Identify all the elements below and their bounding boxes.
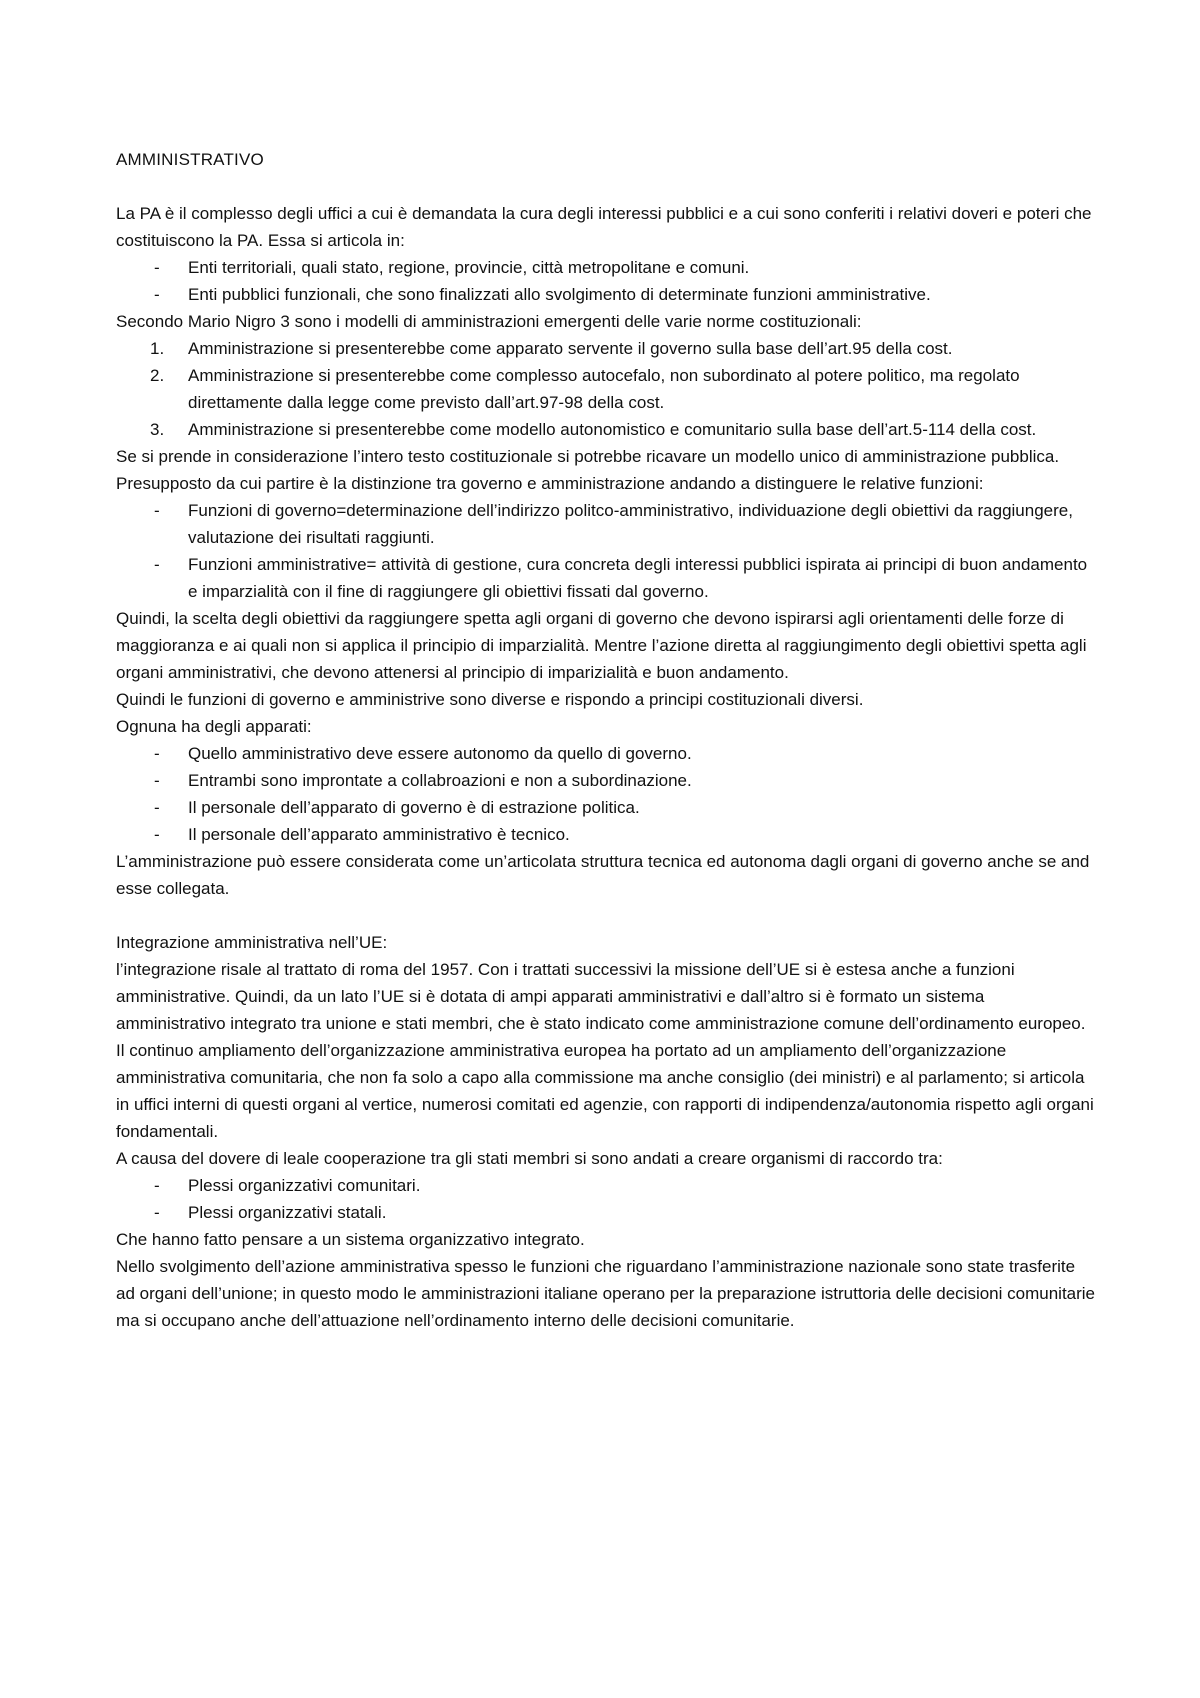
numbered-list-models xyxy=(116,335,1096,443)
paragraph-trattato: l’integrazione risale al trattato di roma del 1957. Con i trattati successivi la missione dell’UE si è estesa anche a funzioni amministrative. Quindi, da un lato l’UE si è dotata di ampi apparati amministrativi e dall’altro si è formato un sistema amministrativo integrato tra unione e stati membri, che è stato indicato come amministrazione comune dell’ordinamento europeo. Il continuo ampliamento dell’organizzazione amministrativa europea ha portato ad un ampliamento dell’organizzazione amministrativa comunitaria, che non fa solo a capo alla commissione ma anche consiglio (dei ministri) e al parlamento; si articola in uffici interni di questi organi al vertice, numerosi comitati ed agenzie, con rapporti di indipendenza/autonomia rispetto agli organi fondamentali. xyxy=(116,960,1094,1141)
list-item-text: Il personale dell’apparato amministrativo è tecnico. xyxy=(188,825,570,844)
list-item xyxy=(116,254,1096,281)
list-item xyxy=(116,740,1096,767)
bullet-marker: - xyxy=(154,555,160,574)
bullet-marker: - xyxy=(154,825,160,844)
bullet-marker: - xyxy=(154,1203,160,1222)
list-item-text: Plessi organizzativi statali. xyxy=(188,1203,387,1222)
document-title: AMMINISTRATIVO xyxy=(116,150,264,169)
bullet-marker: - xyxy=(154,744,160,763)
bullet-list-enti xyxy=(116,254,1096,308)
list-item xyxy=(116,497,1096,551)
bullet-marker: - xyxy=(154,798,160,817)
paragraph-pa-definition: La PA è il complesso degli uffici a cui è demandata la cura degli interessi pubblici e a cui sono conferiti i relativi doveri e poteri che costituiscono la PA. Essa si articola in: xyxy=(116,204,1092,250)
bullet-marker: - xyxy=(154,258,160,277)
bullet-list-apparati xyxy=(116,740,1096,848)
list-item-text: Funzioni amministrative= attività di gestione, cura concreta degli interessi pubblici ispirata ai principi di buon andamento e imparzialità con il fine di raggiungere gli obiettivi fissati dal governo. xyxy=(188,555,1088,601)
bullet-marker: - xyxy=(154,1176,160,1195)
document-page xyxy=(116,146,1096,1334)
paragraph-struttura: L’amministrazione può essere considerata come un’articolata struttura tecnica ed autonoma dagli organi di governo anche se and esse collegata. xyxy=(116,852,1090,898)
paragraph-nigro: Secondo Mario Nigro 3 sono i modelli di amministrazioni emergenti delle varie norme costituzionali: xyxy=(116,312,862,331)
list-item-text: Amministrazione si presenterebbe come apparato servente il governo sulla base dell’art.95 della cost. xyxy=(188,339,953,358)
list-item xyxy=(116,821,1096,848)
blank-line xyxy=(116,902,1096,929)
list-item xyxy=(116,794,1096,821)
list-item xyxy=(116,1199,1096,1226)
list-item xyxy=(116,281,1096,308)
list-number: 2. xyxy=(150,366,165,385)
section-heading-ue: Integrazione amministrativa nell’UE: xyxy=(116,933,388,952)
list-number: 3. xyxy=(150,420,165,439)
list-item-text: Funzioni di governo=determinazione dell’indirizzo politco-amministrativo, individuazione degli obiettivi da raggiungere, valutazione dei risultati raggiunti. xyxy=(188,501,1073,547)
list-item xyxy=(116,767,1096,794)
list-item xyxy=(116,1172,1096,1199)
bullet-list-functions xyxy=(116,497,1096,605)
list-item-text: Quello amministrativo deve essere autonomo da quello di governo. xyxy=(188,744,692,763)
list-item-text: Amministrazione si presenterebbe come modello autonomistico e comunitario sulla base dell’art.5-114 della cost. xyxy=(188,420,1037,439)
list-item xyxy=(116,551,1096,605)
list-item-text: Entrambi sono improntate a collabroazioni e non a subordinazione. xyxy=(188,771,692,790)
list-item xyxy=(116,362,1096,416)
list-item-text: Il personale dell’apparato di governo è di estrazione politica. xyxy=(188,798,640,817)
paragraph-ognuna: Ognuna ha degli apparati: xyxy=(116,717,312,736)
list-item-text: Plessi organizzativi comunitari. xyxy=(188,1176,421,1195)
list-item xyxy=(116,416,1096,443)
paragraph-quindi-funzioni: Quindi le funzioni di governo e amministrive sono diverse e rispondo a principi costituzionali diversi. xyxy=(116,690,864,709)
paragraph-quindi-scelta: Quindi, la scelta degli obiettivi da raggiungere spetta agli organi di governo che devono ispirarsi agli orientamenti delle forze di maggioranza e ai quali non si applica il principio di imparzialità. Mentre l’azione diretta al raggiungimento degli obiettivi spetta agli organi amministrativi, che devono attenersi al principio di imparizialità e buon andamento. xyxy=(116,609,1087,682)
bullet-marker: - xyxy=(154,501,160,520)
paragraph-svolgimento: Nello svolgimento dell’azione amministrativa spesso le funzioni che riguardano l’amministrazione nazionale sono state trasferite ad organi dell’unione; in questo modo le amministrazioni italiane operano per la preparazione istruttoria delle decisioni comunitarie ma si occupano anche dell’attuazione nell’ordinamento interno delle decisioni comunitarie. xyxy=(116,1257,1096,1330)
list-item xyxy=(116,335,1096,362)
paragraph-unique-model: Se si prende in considerazione l’intero testo costituzionale si potrebbe ricavare un modello unico di amministrazione pubblica. xyxy=(116,447,1060,466)
paragraph-che-hanno: Che hanno fatto pensare a un sistema organizzativo integrato. xyxy=(116,1230,585,1249)
list-item-text: Enti territoriali, quali stato, regione, provincie, città metropolitane e comuni. xyxy=(188,258,750,277)
list-number: 1. xyxy=(150,339,165,358)
bullet-marker: - xyxy=(154,285,160,304)
list-item-text: Amministrazione si presenterebbe come complesso autocefalo, non subordinato al potere politico, ma regolato direttamente dalla legge come previsto dall’art.97-98 della cost. xyxy=(188,366,1020,412)
bullet-list-plessi xyxy=(116,1172,1096,1226)
bullet-marker: - xyxy=(154,771,160,790)
paragraph-causa: A causa del dovere di leale cooperazione tra gli stati membri si sono andati a creare organismi di raccordo tra: xyxy=(116,1149,943,1168)
list-item-text: Enti pubblici funzionali, che sono finalizzati allo svolgimento di determinate funzioni amministrative. xyxy=(188,285,931,304)
paragraph-presupposto: Presupposto da cui partire è la distinzione tra governo e amministrazione andando a distinguere le relative funzioni: xyxy=(116,474,984,493)
